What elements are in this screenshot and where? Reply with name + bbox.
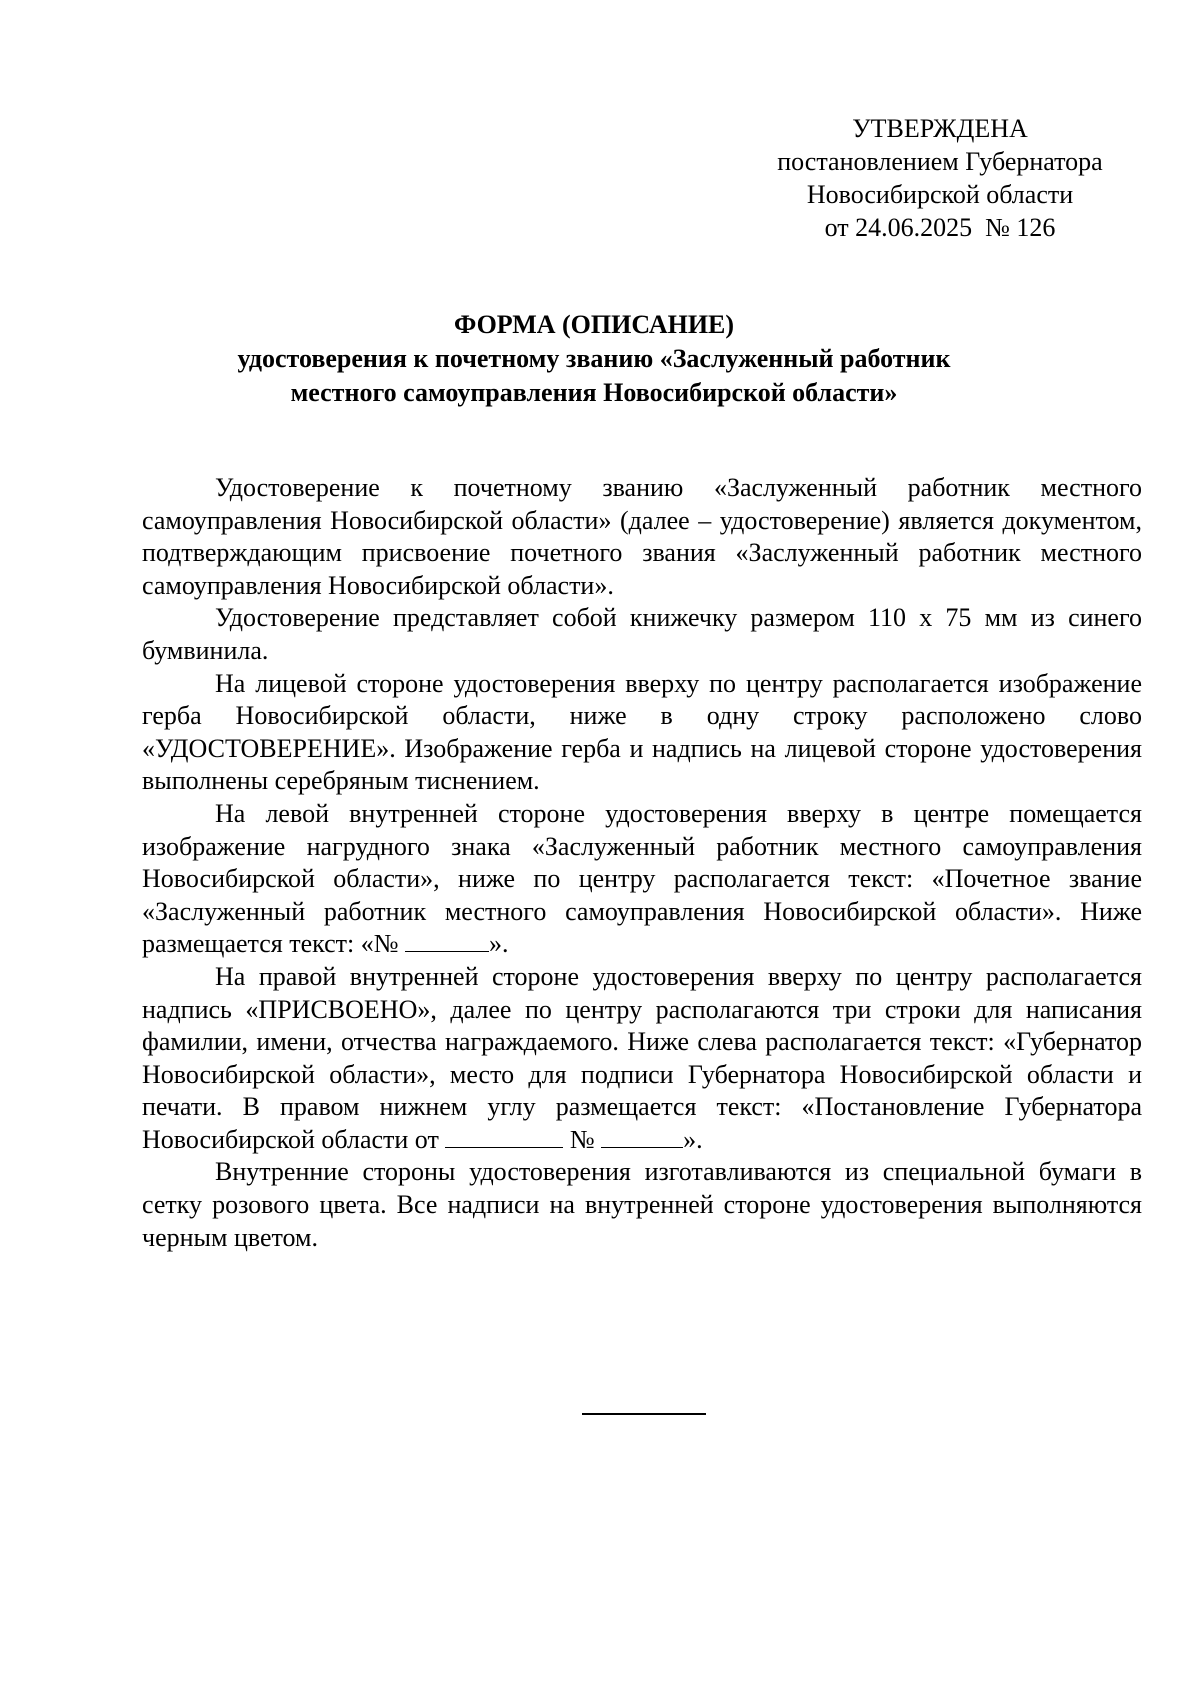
approval-line-date-number: от 24.06.2025 № 126	[824, 213, 1056, 242]
document-body	[142, 472, 1142, 1254]
number-blank-line	[405, 931, 489, 952]
paragraph-left-inner-side	[142, 798, 1142, 961]
title-line-1: ФОРМА (ОПИСАНИЕ)	[453, 310, 735, 339]
date-blank-line	[445, 1127, 563, 1148]
paragraph-size-material: Удостоверение представляет собой книжечку размером 110 х 75 мм из синего бумвинила.	[142, 603, 1142, 665]
resolution-number-blank-line	[601, 1127, 683, 1148]
paragraph-left-inner-end: ».	[489, 929, 509, 959]
document-title	[140, 308, 1048, 410]
approval-line-approved: УТВЕРЖДЕНА	[852, 114, 1028, 143]
paragraph-left-inner-text: На левой внутренней стороне удостоверения вверху в центре помещается изображение нагрудного знака «Заслуженный работник местного самоуправления Новосибирской области», ниже по центру располагается текст: «Почетное звание «Заслуженный работник местного самоуправления Новосибирской области». Ниже размещается текст: «№	[142, 798, 1142, 959]
paragraph-front-side: На лицевой стороне удостоверения вверху по центру располагается изображение герба Новосибирской области, ниже в одну строку расположено слово «УДОСТОВЕРЕНИЕ». Изображение герба и надпись на лицевой стороне удостоверения выполнены серебряным тиснением.	[142, 668, 1142, 796]
paragraph-right-inner-text: На правой внутренней стороне удостоверения вверху по центру располагается надпись «ПРИСВОЕНО», далее по центру располагаются три строки для написания фамилии, имени, отчества награждаемого. Ниже слева располагается текст: «Губернатор Новосибирской области», место для подписи Губернатора Новосибирской области и печати. В правом нижнем углу размещается текст: «Постановление Губернатора Новосибирской области от	[142, 961, 1142, 1154]
approval-stamp	[740, 112, 1140, 244]
title-line-2: удостоверения к почетному званию «Заслуженный работник	[237, 344, 951, 373]
closing-rule	[582, 1413, 706, 1415]
approval-line-region: Новосибирской области	[806, 180, 1074, 209]
paragraph-inner-paper: Внутренние стороны удостоверения изготавливаются из специальной бумаги в сетку розового цвета. Все надписи на внутренней стороне удостоверения выполняются черным цветом.	[142, 1157, 1142, 1252]
paragraph-right-inner-number: №	[569, 1124, 595, 1154]
paragraph-right-inner-end: ».	[683, 1124, 703, 1154]
paragraph-right-inner-side	[142, 961, 1142, 1157]
title-line-3: местного самоуправления Новосибирской области»	[290, 378, 898, 407]
approval-line-resolution: постановлением Губернатора	[777, 147, 1103, 176]
paragraph-definition: Удостоверение к почетному званию «Заслуженный работник местного самоуправления Новосибирской области» (далее – удостоверение) является документом, подтверждающим присвоение почетного звания «Заслуженный работник местного самоуправления Новосибирской области».	[142, 473, 1142, 600]
